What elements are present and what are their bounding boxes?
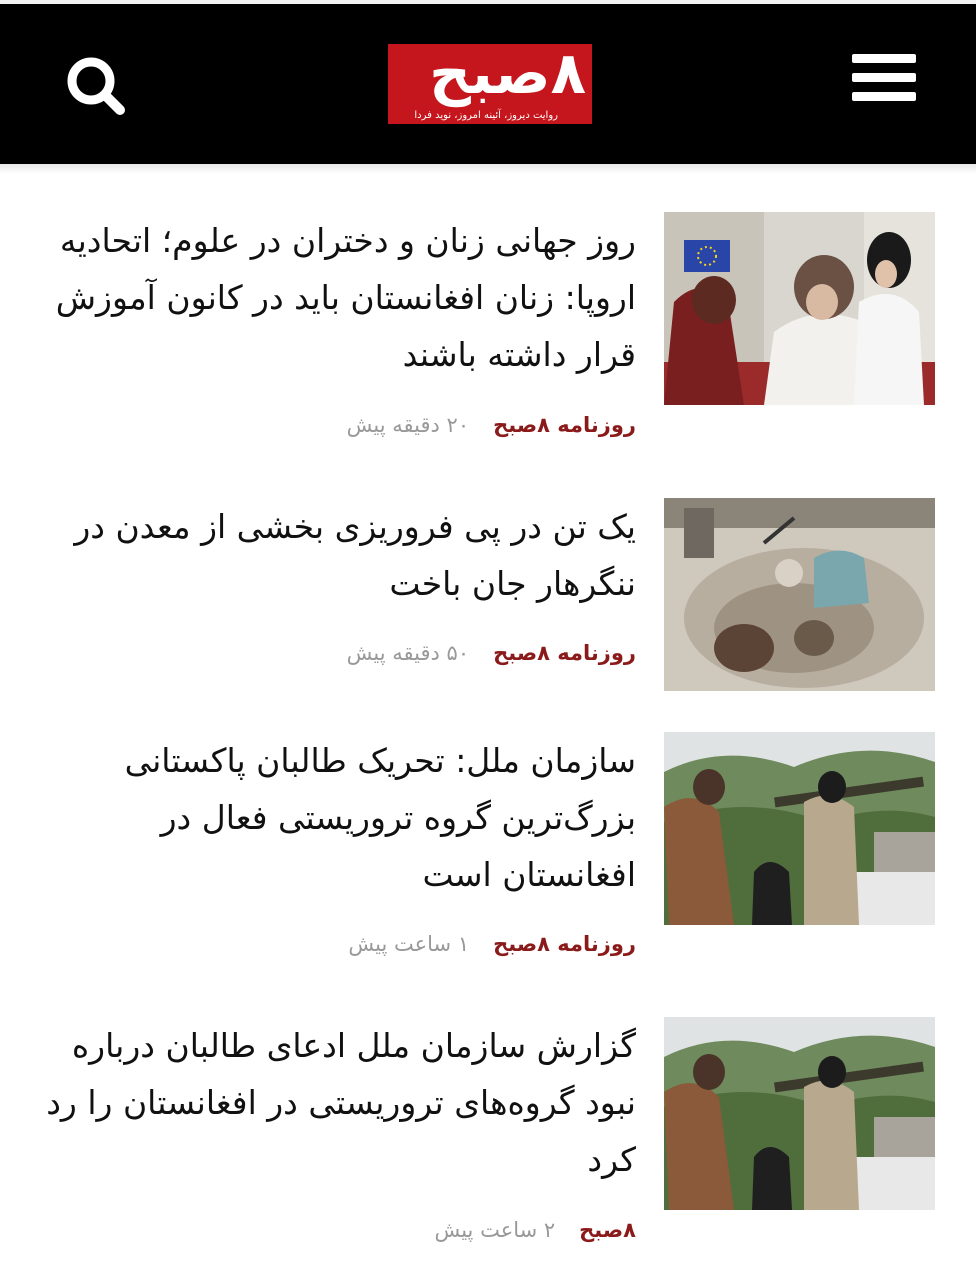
militants-photo-icon <box>664 1017 935 1210</box>
article-meta <box>30 410 636 440</box>
clinic-photo-icon <box>664 212 935 405</box>
article-meta <box>30 638 636 668</box>
article-title[interactable]: گزارش سازمان ملل ادعای طالبان درباره نبود گروه‌های تروریستی در افغانستان را رد کرد <box>46 1026 636 1179</box>
article-source[interactable]: روزنامه ۸صبح <box>493 641 636 665</box>
article-title[interactable]: سازمان ملل: تحریک طالبان پاکستانی بزرگ‌ترین گروه تروریستی فعال در افغانستان است <box>124 741 636 894</box>
header-shadow <box>0 164 976 174</box>
militants-photo-icon <box>664 732 935 925</box>
site-logo[interactable] <box>388 44 592 124</box>
hamburger-icon-bar <box>852 73 916 82</box>
search-icon <box>62 52 132 122</box>
article-source[interactable]: روزنامه ۸صبح <box>493 932 636 956</box>
article-time: ۵۰ دقیقه پیش <box>346 641 470 665</box>
hamburger-icon <box>852 54 916 63</box>
article-thumbnail[interactable] <box>664 1017 935 1210</box>
logo-text: ۸صبح <box>429 44 586 107</box>
site-header <box>0 4 976 164</box>
article-thumbnail[interactable] <box>664 732 935 925</box>
article-time: ۲ ساعت پیش <box>434 1218 556 1242</box>
article-meta <box>30 1215 636 1245</box>
hamburger-icon-bar <box>852 92 916 101</box>
logo-tagline: روایت دیروز، آئینه امروز، نوید فردا <box>414 110 558 121</box>
article-source[interactable]: روزنامه ۸صبح <box>493 413 636 437</box>
menu-button[interactable] <box>852 54 916 110</box>
mine-collapse-photo-icon <box>664 498 935 691</box>
article-time: ۲۰ دقیقه پیش <box>346 413 470 437</box>
article-thumbnail[interactable] <box>664 212 935 405</box>
article-source[interactable]: ۸صبح <box>579 1218 636 1242</box>
article-time: ۱ ساعت پیش <box>348 932 470 956</box>
article-title[interactable]: روز جهانی زنان و دختران در علوم؛ اتحادیه اروپا: زنان افغانستان باید در کانون آموزش قرار داشته باشند <box>55 221 636 374</box>
article-thumbnail[interactable] <box>664 498 935 691</box>
search-button[interactable] <box>62 52 132 122</box>
article-title[interactable]: یک تن در پی فروریزی بخشی از معدن در ننگرهار جان باخت <box>74 507 636 603</box>
article-meta <box>30 929 636 959</box>
